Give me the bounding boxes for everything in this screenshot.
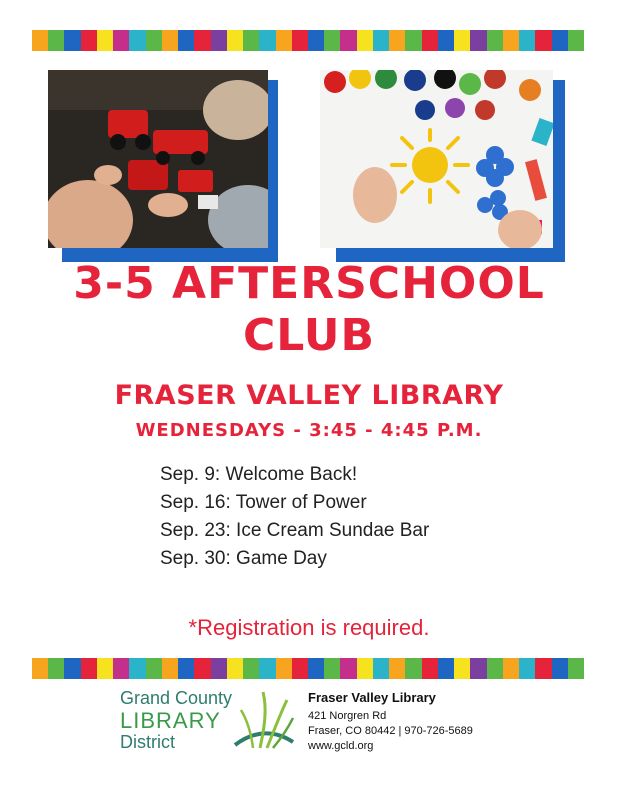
stripe-segment <box>48 658 64 679</box>
stripe-segment <box>422 30 438 51</box>
stripe-segment <box>503 658 519 679</box>
stripe-segment <box>129 30 145 51</box>
stripe-segment <box>357 658 373 679</box>
top-color-stripe <box>32 30 584 51</box>
stripe-segment <box>227 658 243 679</box>
contact-library-name: Fraser Valley Library <box>308 690 436 705</box>
stripe-segment <box>373 658 389 679</box>
stripe-segment <box>276 30 292 51</box>
logo-line-2: LIBRARY <box>120 708 221 733</box>
painting-photo-image <box>320 70 553 248</box>
stripe-segment <box>568 658 584 679</box>
stripe-segment <box>487 30 503 51</box>
event-item: Sep. 23: Ice Cream Sundae Bar <box>160 520 430 541</box>
stripe-segment <box>438 658 454 679</box>
stripe-segment <box>211 30 227 51</box>
contact-city-phone: Fraser, CO 80442 | 970-726-5689 <box>308 725 473 737</box>
stripe-segment <box>292 30 308 51</box>
stripe-segment <box>32 658 48 679</box>
stripe-segment <box>32 30 48 51</box>
stripe-segment <box>454 658 470 679</box>
stripe-segment <box>373 30 389 51</box>
logo-line-1: Grand County <box>120 688 233 708</box>
stripe-segment <box>503 30 519 51</box>
stripe-segment <box>405 30 421 51</box>
stripe-segment <box>81 658 97 679</box>
stripe-segment <box>568 30 584 51</box>
contact-address: 421 Norgren Rd <box>308 710 387 722</box>
stripe-segment <box>146 30 162 51</box>
event-item: Sep. 9: Welcome Back! <box>160 464 358 485</box>
stripe-segment <box>64 658 80 679</box>
stripe-segment <box>405 658 421 679</box>
stripe-segment <box>535 30 551 51</box>
bottom-color-stripe <box>32 658 584 679</box>
stripe-segment <box>227 30 243 51</box>
stripe-segment <box>276 658 292 679</box>
stripe-segment <box>259 30 275 51</box>
stripe-segment <box>211 658 227 679</box>
stripe-segment <box>243 658 259 679</box>
title-line-1: 3-5 AFTERSCHOOL <box>73 258 545 309</box>
stripe-segment <box>487 658 503 679</box>
title-line-2: CLUB <box>242 310 376 361</box>
event-list <box>160 461 560 573</box>
stripe-segment <box>340 30 356 51</box>
registration-note: *Registration is required. <box>188 615 430 640</box>
schedule-time: WEDNESDAYS - 3:45 - 4:45 P.M. <box>135 420 483 441</box>
stripe-segment <box>470 658 486 679</box>
stripe-segment <box>552 658 568 679</box>
library-name-heading: FRASER VALLEY LIBRARY <box>114 380 504 411</box>
stripe-segment <box>129 658 145 679</box>
stripe-segment <box>340 658 356 679</box>
stripe-segment <box>48 30 64 51</box>
event-item: Sep. 16: Tower of Power <box>160 492 367 513</box>
stripe-segment <box>162 658 178 679</box>
stripe-segment <box>194 30 210 51</box>
stripe-segment <box>64 30 80 51</box>
painting-photo <box>320 70 565 262</box>
contact-website: www.gcld.org <box>308 740 374 752</box>
stripe-segment <box>194 658 210 679</box>
grass-swoosh-icon <box>205 690 295 760</box>
robotics-photo <box>48 70 278 262</box>
stripe-segment <box>389 30 405 51</box>
robotics-photo-image <box>48 70 268 248</box>
stripe-segment <box>422 658 438 679</box>
stripe-segment <box>292 658 308 679</box>
stripe-segment <box>535 658 551 679</box>
stripe-segment <box>308 30 324 51</box>
stripe-segment <box>454 30 470 51</box>
stripe-segment <box>178 658 194 679</box>
stripe-segment <box>97 30 113 51</box>
stripe-segment <box>438 30 454 51</box>
stripe-segment <box>243 30 259 51</box>
stripe-segment <box>519 658 535 679</box>
stripe-segment <box>470 30 486 51</box>
event-item: Sep. 30: Game Day <box>160 548 327 569</box>
stripe-segment <box>162 30 178 51</box>
stripe-segment <box>146 658 162 679</box>
stripe-segment <box>357 30 373 51</box>
stripe-segment <box>308 658 324 679</box>
stripe-segment <box>259 658 275 679</box>
stripe-segment <box>178 30 194 51</box>
stripe-segment <box>113 658 129 679</box>
stripe-segment <box>81 30 97 51</box>
stripe-segment <box>519 30 535 51</box>
stripe-segment <box>324 658 340 679</box>
contact-info <box>308 690 473 754</box>
stripe-segment <box>324 30 340 51</box>
stripe-segment <box>97 658 113 679</box>
stripe-segment <box>113 30 129 51</box>
stripe-segment <box>389 658 405 679</box>
logo-line-3: District <box>120 732 175 752</box>
stripe-segment <box>552 30 568 51</box>
library-district-logo <box>120 688 295 760</box>
